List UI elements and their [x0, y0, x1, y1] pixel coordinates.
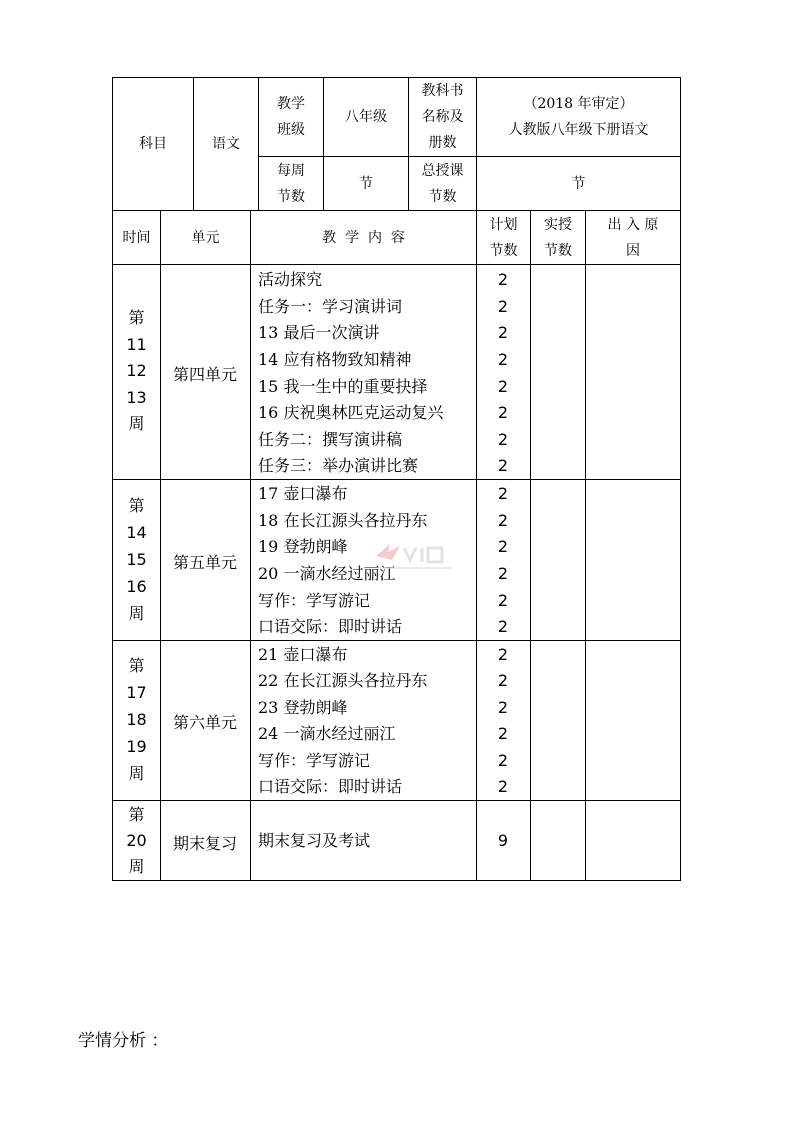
planned-count: 2: [497, 671, 509, 690]
content-item: 18 在长江源头各拉丹东: [258, 511, 428, 530]
week-cell: 第 17 18 19 周: [126, 656, 147, 783]
planned-count: 2: [497, 777, 509, 796]
week-cell: 第 20 周: [126, 805, 147, 876]
unit-cell: 期末复习: [172, 834, 237, 853]
planned-count: 2: [497, 617, 509, 636]
col-content: 教 学 内 容: [322, 229, 405, 246]
col-unit: 单元: [191, 229, 220, 246]
content-item: 24 一滴水经过丽江: [258, 724, 396, 743]
content-item: 写作：学写游记: [258, 591, 371, 610]
content-item: 口语交际：即时讲话: [258, 617, 403, 636]
content-item: 口语交际：即时讲话: [258, 777, 403, 796]
planned-count: 2: [497, 591, 509, 610]
planned-count: 2: [497, 511, 509, 530]
unit-cell: 第五单元: [172, 553, 237, 572]
unit-cell: 第四单元: [172, 365, 237, 384]
planned-count: 2: [497, 430, 509, 449]
planned-count: 2: [497, 645, 509, 664]
col-planned: 计划 节数: [489, 216, 518, 259]
planned-count: 2: [497, 698, 509, 717]
weekly-label: 每周 节数: [277, 162, 305, 205]
planned-count: 2: [497, 323, 509, 342]
textbook-label: 教科书 名称及 册数: [421, 83, 464, 151]
weekly-value: 节: [359, 175, 373, 192]
content-item: 任务一：学习演讲词: [258, 297, 403, 316]
planned-count: 2: [497, 564, 509, 583]
planned-count: 2: [497, 350, 509, 369]
planned-count: 2: [497, 270, 509, 289]
col-actual: 实授 节数: [544, 216, 572, 259]
content-item: 14 应有格物致知精神: [258, 350, 412, 369]
planned-count: 2: [497, 403, 509, 422]
content-item: 16 庆祝奥林匹克运动复兴: [258, 403, 444, 422]
week-cell: 第 11 12 13 周: [126, 308, 147, 433]
content-item: 22 在长江源头各拉丹东: [258, 671, 428, 690]
subject-label: 科目: [139, 136, 167, 152]
subject-value: 语文: [212, 136, 240, 152]
content-item: 写作：学写游记: [258, 751, 371, 770]
planned-count: 2: [497, 377, 509, 396]
content-item: 15 我一生中的重要抉择: [258, 377, 428, 396]
content-item: 19 登勃朗峰: [258, 537, 348, 556]
week-cell: 第 14 15 16 周: [126, 496, 147, 623]
watermark-logo: [370, 538, 460, 578]
planned-count: 2: [497, 724, 509, 743]
content-item: 13 最后一次演讲: [258, 323, 380, 342]
planned-count: 2: [497, 751, 509, 770]
col-reason: 出 入 原 因: [607, 216, 659, 259]
total-label: 总授课 节数: [421, 162, 464, 205]
content-item: 任务三：举办演讲比赛: [258, 456, 419, 475]
class-value: 八年级: [345, 109, 387, 125]
planned-count: 2: [497, 537, 509, 556]
planned-count: 2: [497, 297, 509, 316]
col-time: 时间: [122, 229, 151, 246]
content-item: 20 一滴水经过丽江: [258, 564, 396, 583]
content-item: 期末复习及考试: [258, 831, 371, 850]
student-analysis-label: 学情分析 ：: [78, 1031, 169, 1051]
content-item: 活动探究: [258, 270, 323, 289]
unit-cell: 第六单元: [172, 713, 237, 732]
planned-count: 2: [497, 484, 509, 503]
planned-count: 9: [497, 831, 509, 850]
content-item: 任务二：撰写演讲稿: [258, 430, 403, 449]
textbook-value: （2018 年审定） 人教版八年级下册语文: [508, 96, 649, 138]
total-value: 节: [571, 175, 586, 192]
content-item: 21 壶口瀑布: [258, 645, 348, 664]
planned-count: 2: [497, 456, 509, 475]
content-item: 17 壶口瀑布: [258, 484, 348, 503]
content-item: 23 登勃朗峰: [258, 698, 348, 717]
class-label: 教学 班级: [277, 96, 305, 138]
